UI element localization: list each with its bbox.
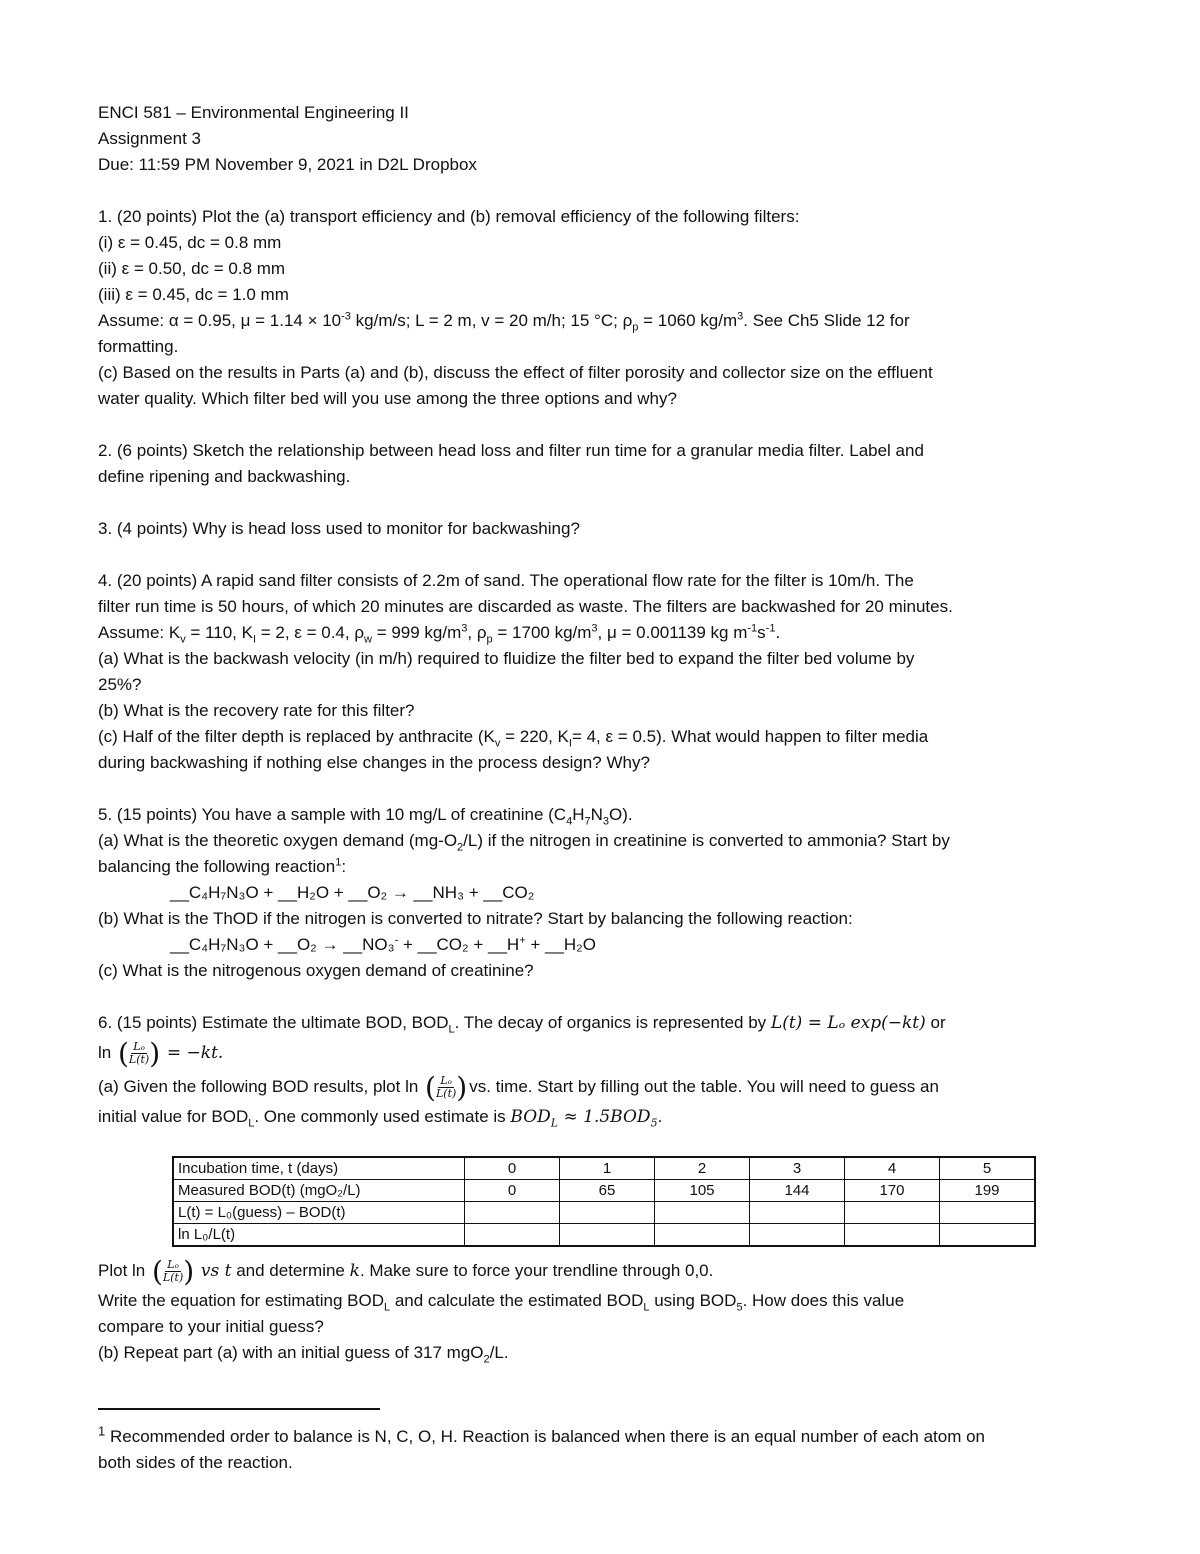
assignment-document <box>98 100 1108 1130</box>
q5-part-a: (a) What is the theoretic oxygen demand $(mg-O_2/L)$ if the nitrogen in creatinine is converted to ammonia? Start by <box>98 831 950 854</box>
q5-part-a-cont: balancing the following reaction$^1$: <box>98 856 347 876</box>
ratio-fraction: ( Lₒ L(t) ) <box>117 1036 161 1070</box>
table-cell <box>560 1202 655 1224</box>
table-cell: 1 <box>560 1157 655 1180</box>
bod-data-table <box>172 1156 1036 1247</box>
row-label: L(t) = L₀(guess) – BOD(t) <box>173 1202 465 1224</box>
table-row <box>173 1202 1035 1224</box>
footnote-text: Recommended order to balance is N, C, O, H. Reaction is balanced when there is an equal number of each atom on <box>105 1427 985 1446</box>
table-cell <box>750 1202 845 1224</box>
table-cell: 2 <box>655 1157 750 1180</box>
q5-part-c: (c) What is the nitrogenous oxygen demand of creatinine? <box>98 961 534 980</box>
q1-part-c-cont: water quality. Which filter bed will you use among the three options and why? <box>98 389 677 408</box>
q1-option-ii: (ii) ε = 0.50, dc = 0.8 mm <box>98 259 286 278</box>
q4-part-a: (a) What is the backwash velocity (in m/h) required to fluidize the filter bed to expand the filter bed volume by <box>98 649 915 668</box>
row-label: Measured BOD(t) (mgO₂/L) <box>173 1180 465 1202</box>
table-cell: 5 <box>940 1157 1036 1180</box>
table-cell <box>940 1224 1036 1247</box>
table-row <box>173 1157 1035 1180</box>
table-cell <box>655 1224 750 1247</box>
due-date: Due: 11:59 PM November 9, 2021 in D2L Dropbox <box>98 155 477 174</box>
assignment-number: Assignment 3 <box>98 129 201 148</box>
ratio-fraction: ( Lₒ L(t) ) <box>151 1254 195 1288</box>
table-cell: 144 <box>750 1180 845 1202</box>
table-cell: 105 <box>655 1180 750 1202</box>
footnote-text-cont: both sides of the reaction. <box>98 1453 293 1472</box>
q1-intro: 1. (20 points) Plot the (a) transport efficiency and (b) removal efficiency of the following filters: <box>98 207 800 226</box>
footnote-separator <box>98 1408 380 1410</box>
q1-part-c: (c) Based on the results in Parts (a) and (b), discuss the effect of filter porosity and collector size on the effluent <box>98 363 933 382</box>
table-cell: 4 <box>845 1157 940 1180</box>
table-cell <box>560 1224 655 1247</box>
q3-text: 3. (4 points) Why is head loss used to monitor for backwashing? <box>98 519 580 538</box>
q5-text: 5. (15 points) You have a sample with 10 mg/L of creatinine $(C_4H_7N_3O)$. <box>98 805 633 828</box>
q6-part-b: (b) Repeat part (a) with an initial guess of 317 mgO$_2$/L. <box>98 1343 509 1366</box>
q6-log-equation: ln ( Lₒ L(t) ) = −kt. <box>98 1036 224 1070</box>
q4-part-b: (b) What is the recovery rate for this filter? <box>98 701 415 720</box>
ratio-fraction: ( Lₒ L(t) ) <box>425 1070 468 1104</box>
q6-write-equation: Write the equation for estimating $BOD_L$ and calculate the estimated $BOD_L$ using $BOD_5$. How does this value <box>98 1291 905 1314</box>
q6-write-equation-cont: compare to your initial guess? <box>98 1317 324 1336</box>
q5-part-b: (b) What is the ThOD if the nitrogen is converted to nitrate? Start by balancing the following reaction: <box>98 909 853 928</box>
q2-text-cont: define ripening and backwashing. <box>98 467 351 486</box>
q2-text: 2. (6 points) Sketch the relationship between head loss and filter run time for a granular media filter. Label and <box>98 441 924 460</box>
footnote <box>98 1424 1108 1476</box>
q1-option-i: (i) ε = 0.45, dc = 0.8 mm <box>98 233 282 252</box>
q1-assumptions-cont: formatting. <box>98 337 179 356</box>
q6-after-table <box>98 1254 1108 1366</box>
table-cell: 0 <box>465 1180 560 1202</box>
row-label: ln L₀/L(t) <box>173 1224 465 1247</box>
table-cell <box>750 1224 845 1247</box>
q5-reaction-2: __C₄H₇N₃O + __O₂ → __NO₃- + __CO₂ + __H+ + __H₂O <box>170 934 597 954</box>
table-cell <box>845 1224 940 1247</box>
q1-option-iii: (iii) ε = 0.45, dc = 1.0 mm <box>98 285 289 304</box>
table-row <box>173 1180 1035 1202</box>
q1-assumptions: Assume: α = 0.95, $\mu = 1.14 \times 10^{-3}$ kg/m/s; L = 2 m, v = 20 m/h; 15 °C; $\rho_p = 1060$ $kg/m^3$. See Ch5 Slide 12 for <box>98 310 910 334</box>
table-cell <box>465 1202 560 1224</box>
table-cell: 0 <box>465 1157 560 1180</box>
q6-part-a-cont: initial value for $BOD_L$. One commonly used estimate is $BOD_L \approx 1.5BOD_5$. <box>98 1107 663 1130</box>
course-title: ENCI 581 – Environmental Engineering II <box>98 103 409 122</box>
table-row <box>173 1224 1035 1247</box>
q6-text: 6. (15 points) Estimate the ultimate BOD, $BOD_L$. The decay of organics is represented by L(t) = Lₒ exp(−kt) or <box>98 1013 946 1036</box>
table-cell <box>465 1224 560 1247</box>
table-cell: 170 <box>845 1180 940 1202</box>
row-label: Incubation time, t (days) <box>173 1157 465 1180</box>
table-cell: 199 <box>940 1180 1036 1202</box>
table-cell <box>845 1202 940 1224</box>
table-cell <box>655 1202 750 1224</box>
table-cell: 65 <box>560 1180 655 1202</box>
q5-reaction-1: __C₄H₇N₃O + __H₂O + __O₂ → __NH₃ + __CO₂ <box>170 883 535 902</box>
q4-text: 4. (20 points) A rapid sand filter consists of 2.2m of sand. The operational flow rate for the filter is 10m/h. The <box>98 571 914 590</box>
q6-part-a: (a) Given the following BOD results, plot ln ( Lₒ L(t) ) vs. time. Start by filling out the table. You will need to guess an <box>98 1070 939 1104</box>
q6-plot-instruction: Plot ln ( Lₒ L(t) ) vs t and determine k. Make sure to force your trendline through 0,0. <box>98 1254 714 1288</box>
table-cell: 3 <box>750 1157 845 1180</box>
q4-part-c-cont: during backwashing if nothing else changes in the process design? Why? <box>98 753 650 772</box>
table-cell <box>940 1202 1036 1224</box>
footnote-mark: 1 <box>98 1423 106 1439</box>
q4-part-c: (c) Half of the filter depth is replaced by anthracite ($K_v = 220$, $K_I= 4$, ε = 0.5). What would happen to filter media <box>98 727 929 750</box>
q4-text-cont: filter run time is 50 hours, of which 20 minutes are discarded as waste. The filters are backwashed for 20 minutes. <box>98 597 953 616</box>
q4-part-a-cont: 25%? <box>98 675 142 694</box>
q4-assumptions: Assume: $K_v = 110$, $K_I = 2$, ε = 0.4, $\rho_w = 999$ $kg/m^3$, $\rho_p = 1700$ $kg/m^3$, μ = 0.001139 kg $m^{-1}s^{-1}$. <box>98 622 781 646</box>
